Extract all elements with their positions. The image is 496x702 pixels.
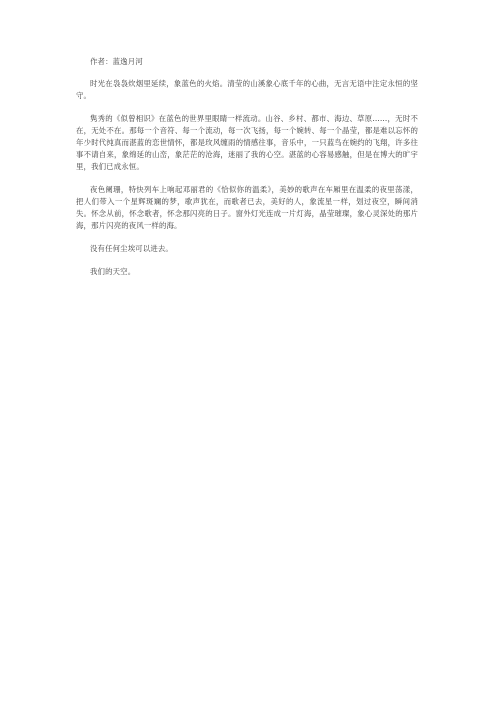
paragraph: 没有任何尘埃可以进去。	[90, 244, 173, 253]
paragraph: 我们的天空。	[90, 267, 136, 276]
paragraph: 夜色阑珊，特快列车上响起邓丽君的《恰似你的温柔》，美妙的歌声在车厢里在温柔的夜里荡漾，把人们带入一个星辉斑斓的梦，歌声犹在，而歌者已去，美好的人，象流星一样，划过夜空，瞬间消失。怀念从前，怀念歌者，怀念那闪亮的日子。窗外灯光连成一片灯海，晶莹璀璨，象心灵深处的那片海，那片闪亮的夜风一样的海。	[76, 185, 418, 230]
paragraph: 隽秀的《似曾相识》在蓝色的世界里眼睛一样流动。山谷、乡村、都市、海边、草原……，无时不在，无处不在。那每一个音符、每一个流动，每一次飞扬，每一个婉转、每一个晶莹，都是难以忘怀的年少时代纯真而湛蓝的恋世情怀，都是玫风缠雨的情感往事，音乐中，一只蓝鸟在婉约的飞翔，许多往事不请自来，象绵延的山峦，象茫茫的沧海，迷丽了我的心空。湛蓝的心容易感触，但是在博大的旷宇里，我们已成永恒。	[76, 114, 418, 171]
author-line: 作者：蓝逸月河	[90, 57, 143, 66]
paragraph: 时光在袅袅炊烟里延续，象蓝色的火焰。清莹的山溪象心底千年的心曲，无言无语中注定永恒的坚守。	[76, 79, 418, 100]
article-body	[76, 56, 418, 289]
